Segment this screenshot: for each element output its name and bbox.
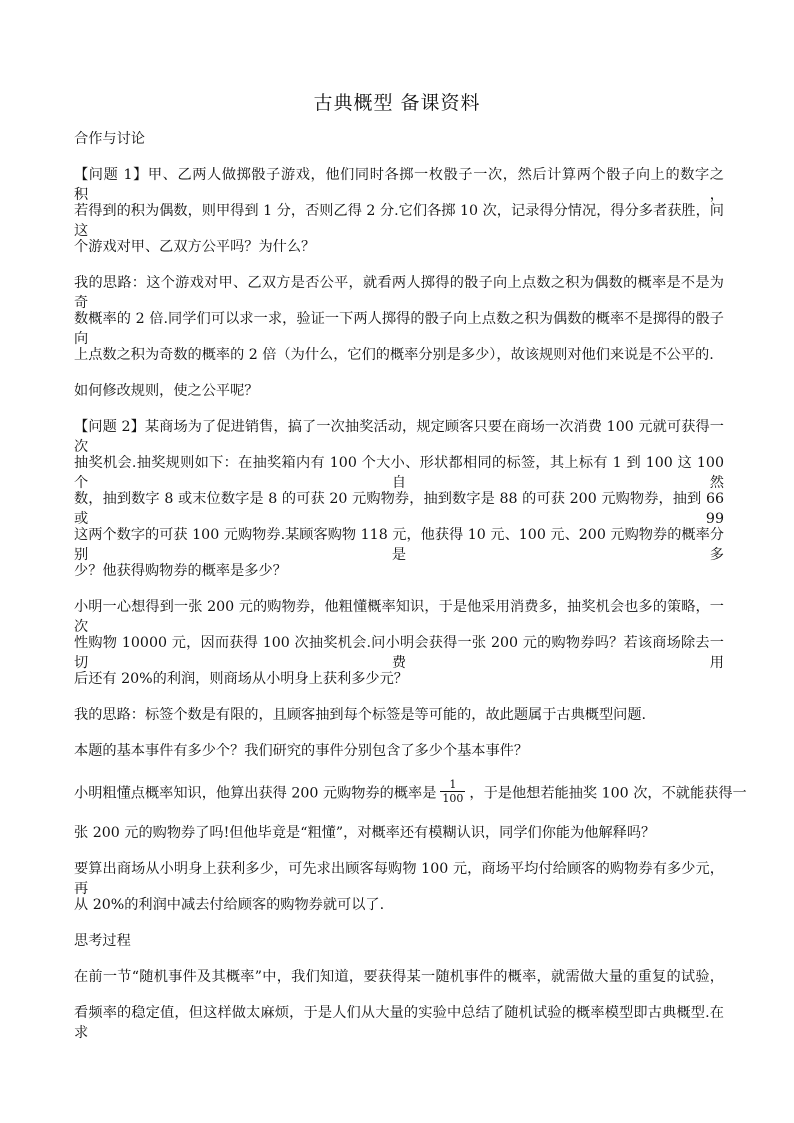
text-line: 数，抽到数字 8 或末位数字是 8 的可获 20 元购物券，抽到数字是 88 的可获 200 元购物券，抽到 66 或 99 xyxy=(74,491,724,527)
text-line: 看频率的稳定值，但这样做太麻烦，于是人们从大量的实验中总结了随机试验的概率模型即古典概型.在求 xyxy=(74,1005,724,1041)
text-line: 我的思路：标签个数是有限的，且顾客抽到每个标签是等可能的，故此题属于古典概型问题. xyxy=(74,707,647,723)
fraction-line-before: 小明粗懂点概率知识，他算出获得 200 元购物券的概率是 xyxy=(74,785,437,802)
section-heading-thinking: 思考过程 xyxy=(74,933,131,949)
text-line: 少？他获得购物券的概率是多少？ xyxy=(74,563,287,579)
text-line: 在前一节“随机事件及其概率”中，我们知道，要获得某一随机事件的概率，就需做大量的重复的试验， xyxy=(74,969,724,985)
text-line: 若得到的积为偶数，则甲得到 1 分，否则乙得 2 分.它们各掷 10 次，记录得分情况，得分多者获胜，问这 xyxy=(74,203,724,239)
section-heading-discussion: 合作与讨论 xyxy=(74,131,145,147)
text-line: 数概率的 2 倍.同学们可以求一求，验证一下两人掷得的骰子向上点数之积为偶数的概率不是掷得的骰子向 xyxy=(74,311,724,347)
text-line: 个游戏对甲、乙双方公平吗？为什么？ xyxy=(74,239,316,255)
text-line: 要算出商场从小明身上获利多少，可先求出顾客每购物 100 元，商场平均付给顾客的购物券有多少元，再 xyxy=(74,861,724,897)
text-line: 【问题 1】甲、乙两人做掷骰子游戏，他们同时各掷一枚骰子一次，然后计算两个骰子向上的数字之积， xyxy=(74,167,724,203)
text-line: 后还有 20%的利润，则商场从小明身上获利多少元？ xyxy=(74,671,408,687)
text-line: 从 20%的利润中减去付给顾客的购物券就可以了. xyxy=(74,897,385,913)
text-line: 我的思路：这个游戏对甲、乙双方是否公平，就看两人掷得的骰子向上点数之积为偶数的概率是不是为奇 xyxy=(74,275,724,311)
fraction-denominator: 100 xyxy=(442,792,464,805)
fraction-line-after: ，于是他想若能抽奖 100 次，不就能获得一 xyxy=(469,785,747,802)
text-line: 性购物 10000 元，因而获得 100 次抽奖机会.问小明会获得一张 200 元的购物券吗？若该商场除去一切费用 xyxy=(74,635,724,671)
text-line: 抽奖机会.抽奖规则如下：在抽奖箱内有 100 个大小、形状都相同的标签，其上标有 1 到 100 这 100 个自然 xyxy=(74,455,724,491)
text-line: 张 200 元的购物券了吗!但他毕竟是“粗懂”，对概率还有模糊认识，同学们你能为他解释吗？ xyxy=(74,825,656,841)
page-title: 古典概型 备课资料 xyxy=(313,92,481,114)
text-line-with-fraction xyxy=(74,778,747,807)
text-line: 【问题 2】某商场为了促进销售，搞了一次抽奖活动，规定顾客只要在商场一次消费 100 元就可获得一次 xyxy=(74,419,724,455)
text-line: 本题的基本事件有多少个？我们研究的事件分别包含了多少个基本事件？ xyxy=(74,743,529,759)
fraction xyxy=(440,778,465,805)
text-line: 小明一心想得到一张 200 元的购物券，他粗懂概率知识，于是他采用消费多，抽奖机会也多的策略，一次 xyxy=(74,599,724,635)
text-line: 如何修改规则，使之公平呢？ xyxy=(74,383,259,399)
text-line: 上点数之积为奇数的概率的 2 倍（为什么，它们的概率分别是多少），故该规则对他们来说是不公平的. xyxy=(74,347,714,363)
text-line: 这两个数字的可获 100 元购物券.某顾客购物 118 元，他获得 10 元、100 元、200 元购物券的概率分别是多 xyxy=(74,527,724,563)
fraction-numerator: 1 xyxy=(440,778,465,792)
